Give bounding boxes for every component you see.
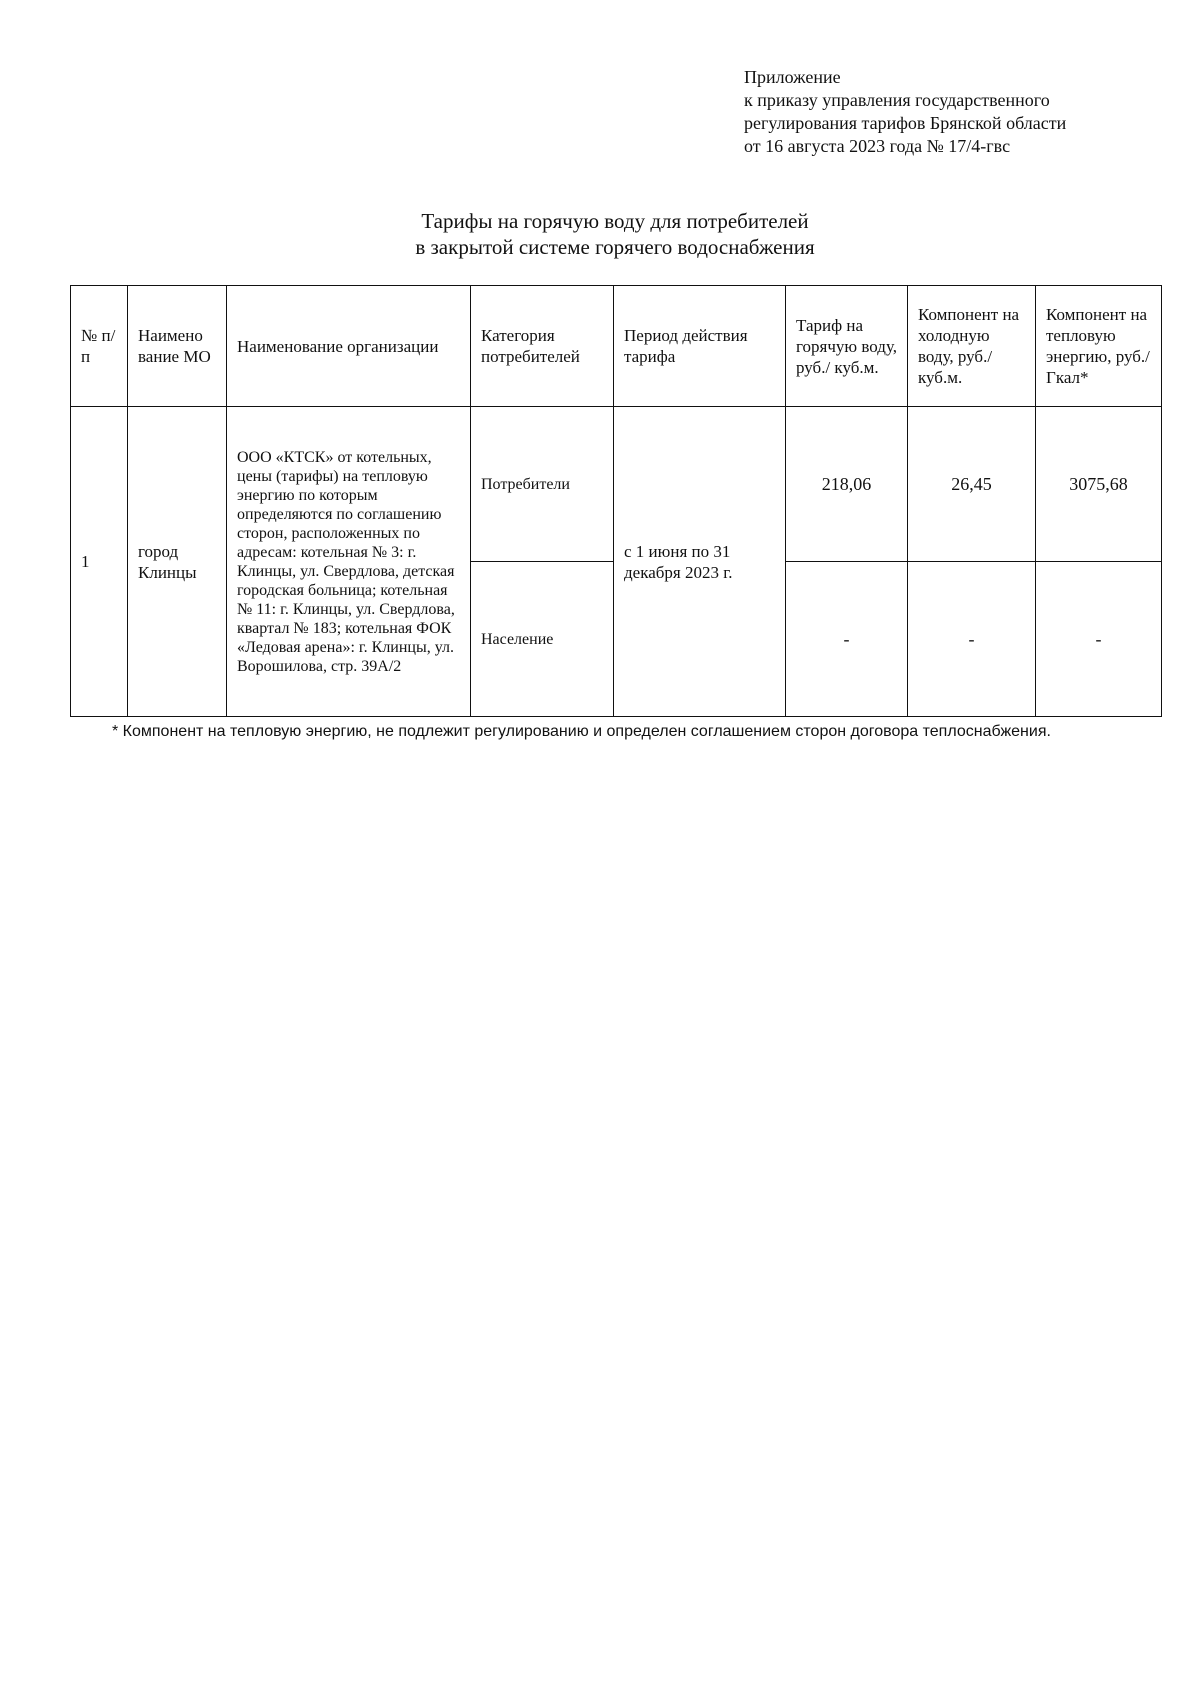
header-category: Категория потребителей	[471, 286, 614, 407]
annex-line-3: регулирования тарифов Брянской области	[744, 113, 1067, 133]
header-period: Период действия тарифа	[614, 286, 786, 407]
cell-tariff-population: -	[786, 562, 908, 717]
cell-cold-consumers: 26,45	[908, 407, 1036, 562]
title-line-2: в закрытой системе горячего водоснабжения	[415, 235, 815, 259]
footnote: * Компонент на тепловую энергию, не подлежит регулированию и определен соглашением сторон договора теплоснабжения.	[112, 723, 1051, 740]
cell-mo: город Клинцы	[128, 407, 227, 717]
annex-line-2: к приказу управления государственного	[744, 90, 1050, 110]
cell-tariff-consumers: 218,06	[786, 407, 908, 562]
cell-num: 1	[71, 407, 128, 717]
tariff-table	[70, 285, 1162, 717]
header-heat: Компонент на тепловую энергию, руб./ Гкал*	[1036, 286, 1162, 407]
annex-block	[744, 66, 1164, 158]
cell-heat-population: -	[1036, 562, 1162, 717]
annex-line-1: Приложение	[744, 67, 841, 87]
header-num: № п/п	[71, 286, 128, 407]
cell-org: ООО «КТСК» от котельных, цены (тарифы) на тепловую энергию по которым определяются по соглашению сторон, расположенных по адресам: котельная № 3: г. Клинцы, ул. Свердлова, детская городская больница; котельная № 11: г. Клинцы, ул. Свердлова, квартал № 183; котельная ФОК «Ледовая арена»: г. Клинцы, ул. Ворошилова, стр. 39А/2	[227, 407, 471, 717]
header-cold: Компонент на холодную воду, руб./ куб.м.	[908, 286, 1036, 407]
annex-line-4: от 16 августа 2023 года № 17/4-гвс	[744, 136, 1011, 156]
cell-cold-population: -	[908, 562, 1036, 717]
header-tariff: Тариф на горячую воду, руб./ куб.м.	[786, 286, 908, 407]
header-mo: Наимено вание МО	[128, 286, 227, 407]
cell-category-population: Население	[471, 562, 614, 717]
cell-heat-consumers: 3075,68	[1036, 407, 1162, 562]
table-header-row	[71, 286, 1162, 407]
document-title	[280, 208, 950, 260]
header-org: Наименование организации	[227, 286, 471, 407]
title-line-1: Тарифы на горячую воду для потребителей	[421, 209, 809, 233]
cell-period: с 1 июня по 31 декабря 2023 г.	[614, 407, 786, 717]
cell-category-consumers: Потребители	[471, 407, 614, 562]
table-row	[71, 407, 1162, 562]
